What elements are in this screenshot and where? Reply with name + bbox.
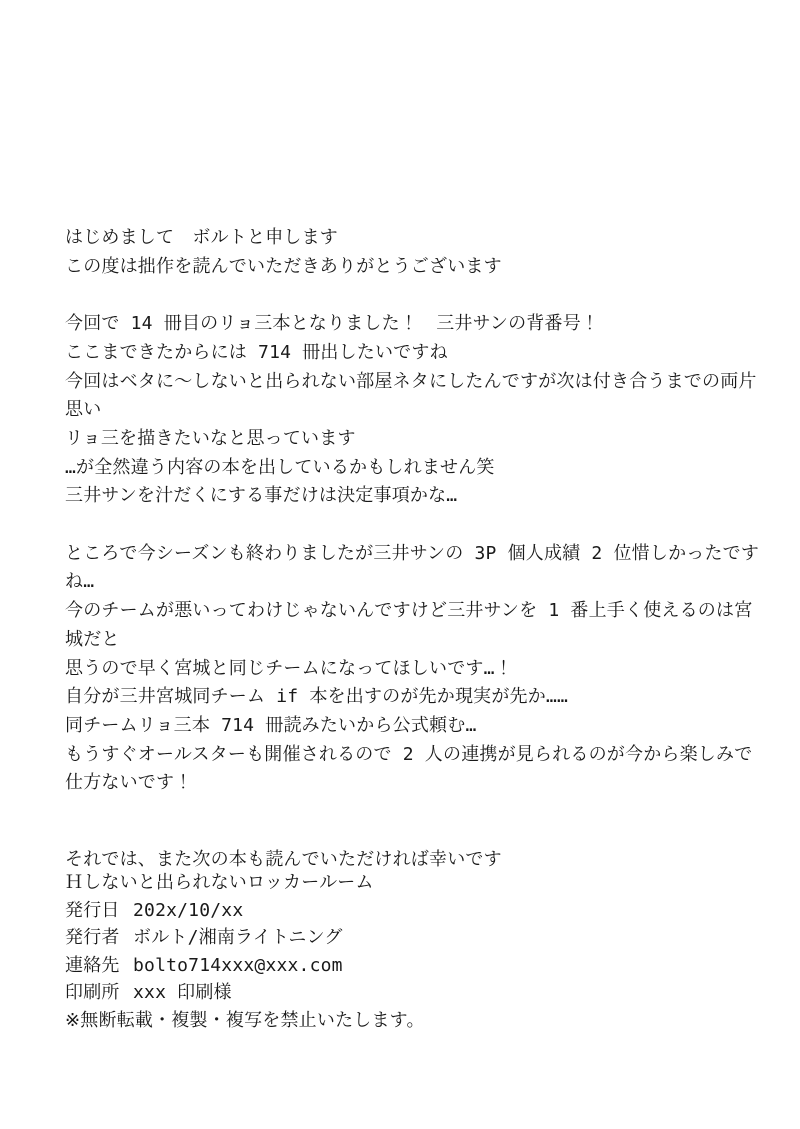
colophon-value: ボルト/湘南ライトニング (133, 927, 343, 949)
text-line: リョ三を描きたいなと思っています (65, 427, 356, 449)
copyright-notice: ※無断転載・複製・複写を禁止いたします。 (65, 1009, 425, 1031)
text-line: それでは、また次の本も読んでいただければ幸いです (65, 849, 502, 871)
colophon-row (65, 897, 760, 925)
colophon-label: 発行日 (65, 899, 120, 921)
colophon-row (65, 952, 760, 980)
text-line: 思うので早く宮城と同じチームになってほしいです…！ (65, 657, 513, 679)
book-title: Ｈしないと出られないロッカールーム (65, 872, 374, 893)
afterword (65, 224, 760, 903)
colophon-row (65, 979, 760, 1007)
paragraph (65, 540, 760, 798)
text-line: 今回で 14 冊目のリョ三本となりました！ 三井サンの背番号！ (65, 313, 600, 335)
paragraph (65, 224, 760, 281)
text-line: …が全然違う内容の本を出しているかもしれません笑 (65, 456, 495, 478)
text-line: はじめまして ボルトと申します (65, 227, 338, 248)
text-line: 自分が三井宮城同チーム if 本を出すのが先か現実が先か…… (65, 686, 569, 708)
colophon (65, 869, 760, 1035)
text-line: 今のチームが悪いってわけじゃないんですけど三井サンを 1 番上手く使えるのは宮城だと (65, 600, 753, 650)
colophon-value: 202x/10/xx (133, 899, 244, 921)
text-line: 今回はベタに～しないと出られない部屋ネタにしたんですが次は付き合うまでの両片思い (65, 370, 757, 421)
colophon-label: 発行者 (65, 927, 120, 949)
paragraph (65, 310, 760, 511)
text-line: 同チームリョ三本 714 冊読みたいから公式頼む… (65, 714, 477, 736)
colophon-value: xxx 印刷様 (133, 982, 232, 1004)
text-line: もうすぐオールスターも開催されるので 2 人の連携が見られるのが今から楽しみで (65, 743, 753, 765)
colophon-row (65, 924, 760, 952)
text-line: この度は拙作を読んでいただきありがとうございます (65, 255, 502, 277)
colophon-value: bolto714xxx@xxx.com (133, 954, 343, 976)
colophon-label: 連絡先 (65, 954, 120, 976)
text-line: 仕方ないです！ (65, 772, 193, 794)
text-line: 三井サンを汁だくにする事だけは決定事項かな… (65, 485, 458, 507)
text-line: ここまできたからには 714 冊出したいですね (65, 341, 448, 363)
text-line: ところで今シーズンも終わりましたが三井サンの 3P 個人成績 2 位惜しかったですね… (65, 542, 760, 593)
colophon-label: 印刷所 (65, 982, 120, 1004)
colophon-entries (65, 897, 760, 1007)
